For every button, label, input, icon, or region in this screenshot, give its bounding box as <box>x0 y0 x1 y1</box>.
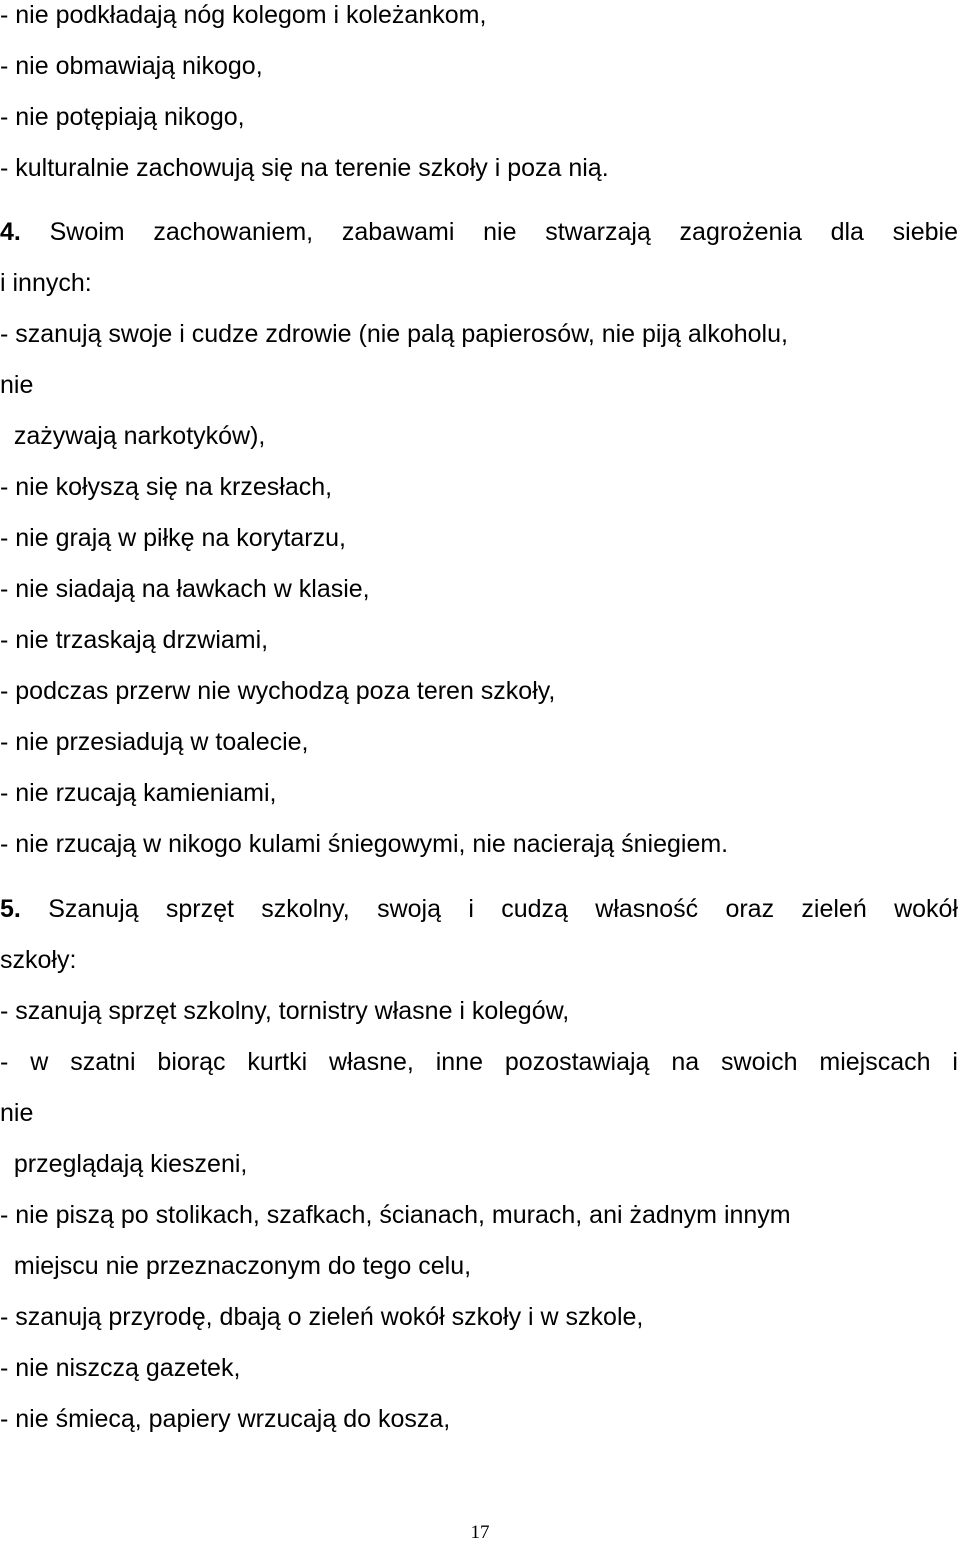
section-4-title-continuation: i innych: <box>0 269 92 297</box>
list-item: - nie podkładają nóg kolegom i koleżankom, <box>0 1 487 29</box>
list-item: - nie grają w piłkę na korytarzu, <box>0 524 346 552</box>
page-number: 17 <box>470 1522 490 1543</box>
section-5-heading <box>0 894 958 924</box>
list-item: - nie trzaskają drzwiami, <box>0 626 269 654</box>
list-item: zażywają narkotyków), <box>0 422 266 450</box>
list-item: - nie obmawiają nikogo, <box>0 52 263 80</box>
section-4-number: 4. <box>0 218 21 246</box>
list-item: - nie przesiadują w toalecie, <box>0 728 309 756</box>
list-item: miejscu nie przeznaczonym do tego celu, <box>0 1252 472 1280</box>
section-4-heading <box>0 217 958 247</box>
list-item: przeglądają kieszeni, <box>0 1150 248 1178</box>
list-item: - szanują przyrodę, dbają o zieleń wokół szkoły i w szkole, <box>0 1303 644 1331</box>
list-item: nie <box>0 1099 34 1127</box>
list-item: - nie śmiecą, papiery wrzucają do kosza, <box>0 1405 451 1433</box>
list-item: - nie rzucają kamieniami, <box>0 779 277 807</box>
list-item: - nie piszą po stolikach, szafkach, ścianach, murach, ani żadnym innym <box>0 1201 791 1229</box>
section-4-title: Swoim zachowaniem, zabawami nie stwarzają zagrożenia dla siebie <box>20 218 958 246</box>
list-item: - szanują sprzęt szkolny, tornistry własne i kolegów, <box>0 997 570 1025</box>
list-item: - nie niszczą gazetek, <box>0 1354 241 1382</box>
list-item: nie <box>0 371 34 399</box>
section-5-title-continuation: szkoły: <box>0 946 77 974</box>
list-item: - kulturalnie zachowują się na terenie szkoły i poza nią. <box>0 154 609 182</box>
section-5-title: Szanują sprzęt szkolny, swoją i cudzą własność oraz zieleń wokół <box>20 895 958 923</box>
list-item: - nie rzucają w nikogo kulami śniegowymi, nie nacierają śniegiem. <box>0 830 729 858</box>
list-item: - nie kołyszą się na krzesłach, <box>0 473 333 501</box>
list-item: - podczas przerw nie wychodzą poza teren szkoły, <box>0 677 556 705</box>
section-5-number: 5. <box>0 895 21 923</box>
list-item: - nie siadają na ławkach w klasie, <box>0 575 370 603</box>
list-item: - szanują swoje i cudze zdrowie (nie palą papierosów, nie piją alkoholu, <box>0 320 788 348</box>
list-item: - nie potępiają nikogo, <box>0 103 245 131</box>
list-item: - w szatni biorąc kurtki własne, inne pozostawiają na swoich miejscach i <box>0 1048 958 1076</box>
